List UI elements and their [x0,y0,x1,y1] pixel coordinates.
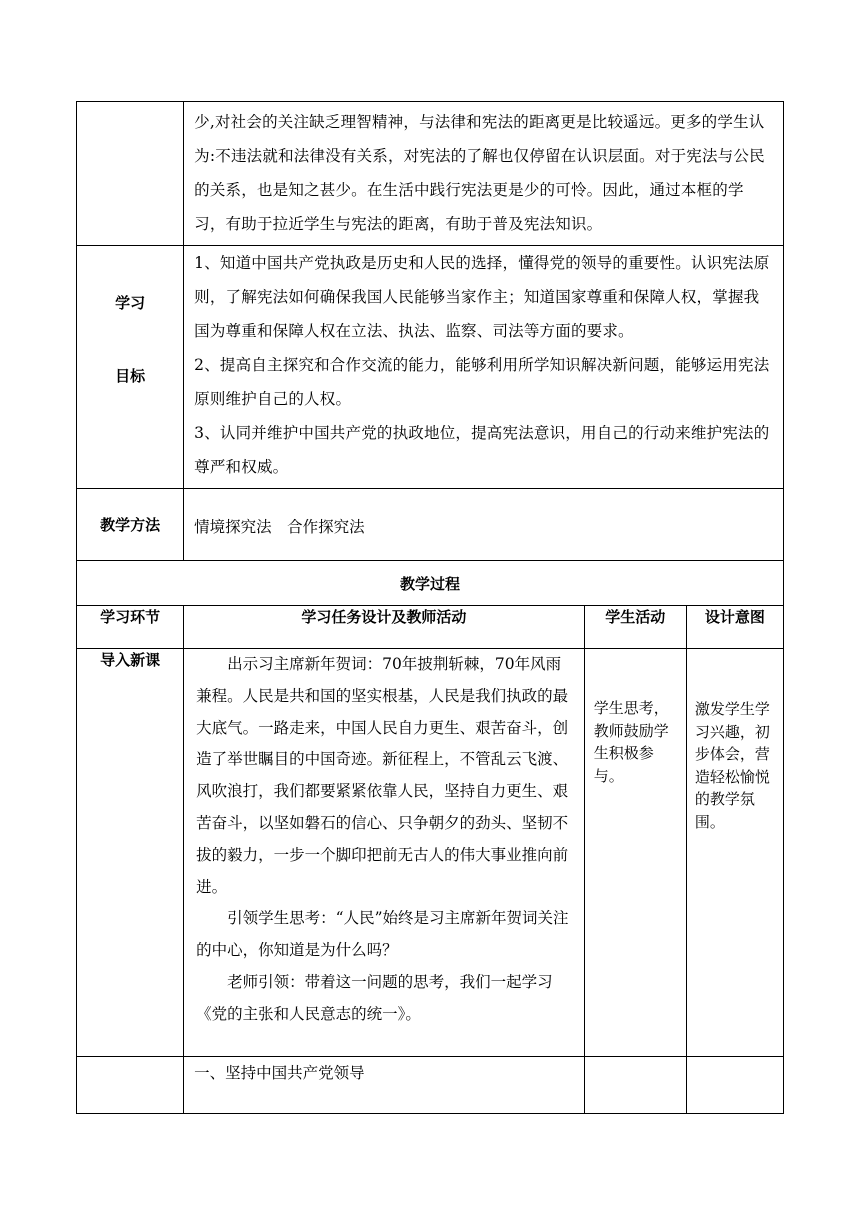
goals-label-1: 学习 [115,294,146,312]
method-label: 教学方法 [77,489,184,561]
process-header-row [77,606,784,649]
goal-item-3: 3、认同并维护中国共产党的执政地位，提高宪法意识，用自己的行动来维护宪法的尊严和权威。 [194,424,770,476]
lesson-plan-table [76,101,784,1114]
section-title: 一、坚持中国共产党领导 [194,1064,365,1082]
design-intent: 激发学生学习兴趣，初步体会，营造轻松愉悦的教学氛围。 [694,700,770,831]
method-row [77,489,784,561]
section-text-cell [184,1057,585,1114]
header-intent: 设计意图 [686,606,783,649]
student-activity-cell [584,649,686,1057]
process-title-row [77,561,784,606]
goals-label-cell [77,246,184,489]
design-intent-cell [686,649,783,1057]
intro-paragraph-1: 出示习主席新年贺词：70年披荆斩棘，70年风雨兼程。人民是共和国的坚实根基，人民是我们执政的最大底气。一路走来，中国人民自力更生、艰苦奋斗，创造了举世瞩目的中国奇迹。新征程上，不管乱云飞渡、风吹浪打，我们都要紧紧依靠人民，坚持自力更生、艰苦奋斗，以坚如磐石的信心、只争朝夕的劲头、坚韧不拔的毅力，一步一个脚印把前无古人的伟大事业推向前进。 [196,655,569,896]
intro-row [77,649,784,1057]
section-intent-cell [686,1057,783,1114]
header-stage: 学习环节 [77,606,184,649]
background-row [77,102,784,246]
method-text-cell [184,489,784,561]
intro-label: 导入新课 [77,649,184,1057]
goals-label-2: 目标 [115,367,146,385]
goals-text-cell [184,246,784,489]
student-activity: 学生思考，教师鼓励学生积极参与。 [593,699,669,785]
intro-paragraph-3: 老师引领：带着这一问题的思考，我们一起学习《党的主张和人民意志的统一》。 [196,972,553,1023]
header-student: 学生活动 [584,606,686,649]
goal-item-2: 2、提高自主探究和合作交流的能力，能够利用所学知识解决新问题，能够运用宪法原则维护自己的人权。 [194,356,770,408]
section-student-cell [584,1057,686,1114]
method-text: 情境探究法 合作探究法 [194,518,365,536]
background-label-cell [77,102,184,246]
background-text: 少,对社会的关注缺乏理智精神，与法律和宪法的距离更是比较遥远。更多的学生认为:不违法就和法律没有关系，对宪法的了解也仅停留在认识层面。对于宪法与公民的关系，也是知之甚少。在生活中践行宪法更是少的可怜。因此，通过本框的学习，有助于拉近学生与宪法的距离，有助于普及宪法知识。 [194,113,765,233]
goals-row [77,246,784,489]
intro-text-cell [184,649,585,1057]
goal-item-1: 1、知道中国共产党执政是历史和人民的选择，懂得党的领导的重要性。认识宪法原则，了解宪法如何确保我国人民能够当家作主；知道国家尊重和保障人权，掌握我国为尊重和保障人权在立法、执法、监察、司法等方面的要求。 [194,254,770,340]
background-text-cell [184,102,784,246]
process-title: 教学过程 [77,561,784,606]
section-label-cell [77,1057,184,1114]
intro-paragraph-2: 引领学生思考：“人民”始终是习主席新年贺词关注的中心，你知道是为什么吗？ [196,909,569,960]
section-row [77,1057,784,1114]
header-task: 学习任务设计及教师活动 [184,606,585,649]
